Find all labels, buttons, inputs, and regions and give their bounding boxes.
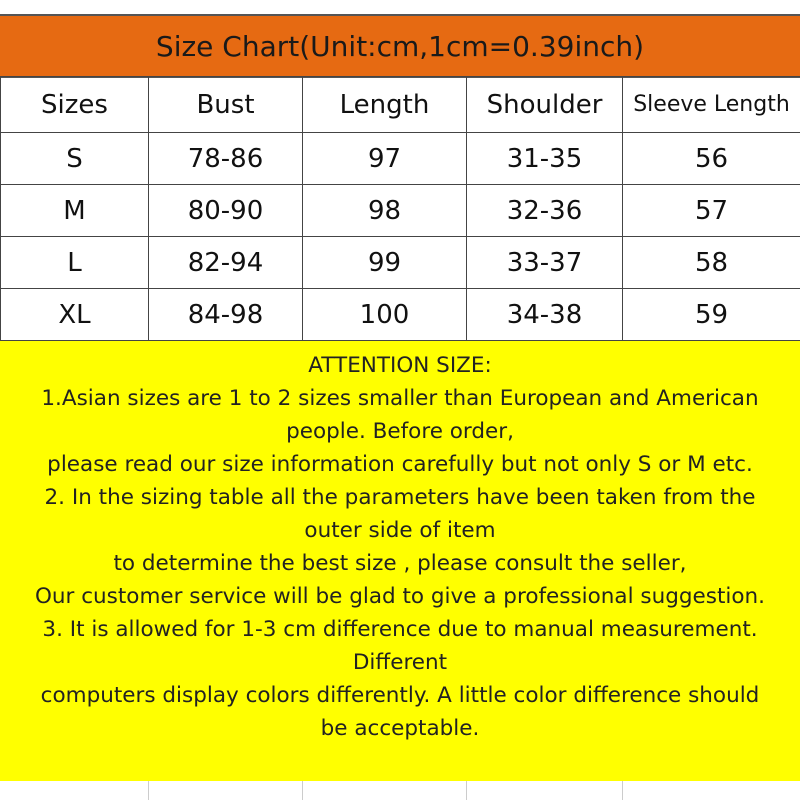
cell-length: 97 xyxy=(303,133,467,185)
cell-shoulder: 34-38 xyxy=(467,289,623,341)
table-row xyxy=(1,185,800,237)
notice-line: outer side of item xyxy=(304,518,496,543)
table-row xyxy=(1,289,800,341)
cell-bust: 82-94 xyxy=(149,237,303,289)
notice-line: 3. It is allowed for 1-3 cm difference due to manual measurement. xyxy=(42,617,758,642)
cell-size: M xyxy=(1,185,149,237)
attention-notice xyxy=(0,341,800,781)
notice-line: 2. In the sizing table all the parameters have been taken from the xyxy=(44,485,756,510)
notice-line: be acceptable. xyxy=(320,716,480,741)
size-table xyxy=(0,76,800,341)
grid-line xyxy=(622,781,623,800)
notice-line: Different xyxy=(352,650,448,675)
notice-line: computers display colors differently. A little color difference should xyxy=(40,683,760,708)
cell-length: 98 xyxy=(303,185,467,237)
cell-shoulder: 31-35 xyxy=(467,133,623,185)
header-shoulder: Shoulder xyxy=(467,77,623,133)
grid-line xyxy=(302,781,303,800)
notice-heading: ATTENTION SIZE: xyxy=(308,353,492,378)
notice-line: please read our size information carefully but not only S or M etc. xyxy=(47,452,753,477)
table-row xyxy=(1,237,800,289)
size-chart-title: Size Chart(Unit:cm,1cm=0.39inch) xyxy=(0,14,800,78)
cell-sleeve-length: 56 xyxy=(623,133,800,185)
cell-bust: 84-98 xyxy=(149,289,303,341)
header-bust: Bust xyxy=(149,77,303,133)
header-sleeve-length: Sleeve Length xyxy=(623,77,800,133)
grid-line xyxy=(466,781,467,800)
header-sizes: Sizes xyxy=(1,77,149,133)
notice-line: 1.Asian sizes are 1 to 2 sizes smaller than European and American xyxy=(41,386,759,411)
cell-size: S xyxy=(1,133,149,185)
cell-sleeve-length: 59 xyxy=(623,289,800,341)
cell-length: 100 xyxy=(303,289,467,341)
table-header-row xyxy=(1,77,800,133)
notice-line: people. Before order, xyxy=(286,419,514,444)
cell-size: L xyxy=(1,237,149,289)
cell-sleeve-length: 57 xyxy=(623,185,800,237)
cell-bust: 80-90 xyxy=(149,185,303,237)
header-length: Length xyxy=(303,77,467,133)
notice-line: Our customer service will be glad to give a professional suggestion. xyxy=(35,584,765,609)
notice-line: to determine the best size , please consult the seller, xyxy=(113,551,687,576)
cell-shoulder: 33-37 xyxy=(467,237,623,289)
cell-shoulder: 32-36 xyxy=(467,185,623,237)
grid-line xyxy=(148,781,149,800)
cell-sleeve-length: 58 xyxy=(623,237,800,289)
cell-length: 99 xyxy=(303,237,467,289)
cell-size: XL xyxy=(1,289,149,341)
cell-bust: 78-86 xyxy=(149,133,303,185)
table-row xyxy=(1,133,800,185)
bottom-grid-strip xyxy=(0,781,800,800)
